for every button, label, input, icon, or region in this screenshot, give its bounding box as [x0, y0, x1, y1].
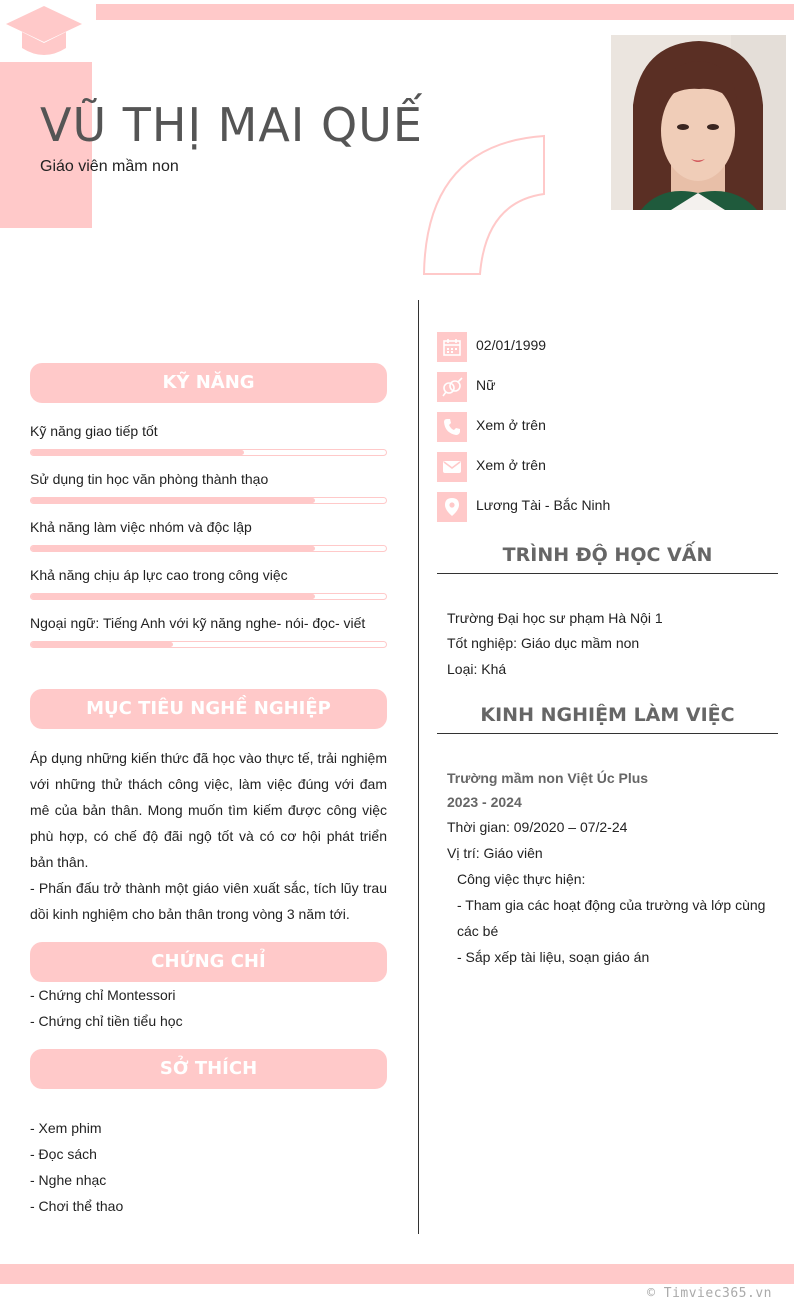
- skill-label: Kỹ năng giao tiếp tốt: [30, 423, 158, 439]
- skill-level-bar: [30, 449, 387, 456]
- birthday-value: 02/01/1999: [476, 337, 547, 353]
- gender-icon: [437, 372, 467, 402]
- phone-value: Xem ở trên: [476, 417, 546, 433]
- education-heading: TRÌNH ĐỘ HỌC VẤN: [502, 544, 713, 566]
- skill-level-bar: [30, 497, 387, 504]
- skill-level-fill: [31, 546, 315, 551]
- skill-label: Khả năng chịu áp lực cao trong công việc: [30, 567, 288, 583]
- experience-position: Vị trí: Giáo viên: [447, 845, 543, 861]
- education-school: Trường Đại học sư phạm Hà Nội 1: [447, 610, 663, 626]
- skill-level-bar: [30, 545, 387, 552]
- hobby-item: - Chơi thể thao: [30, 1198, 124, 1214]
- gender-value: Nữ: [476, 377, 496, 393]
- experience-duties-title: Công việc thực hiện:: [457, 871, 586, 887]
- experience-duty-cont: các bé: [457, 923, 499, 939]
- address-value: Lương Tài - Bắc Ninh: [476, 497, 611, 513]
- experience-rule: [437, 733, 778, 734]
- decorative-arc: [420, 132, 550, 280]
- skill-level-fill: [31, 594, 315, 599]
- experience-time: Thời gian: 09/2020 – 07/2-24: [447, 819, 628, 835]
- email-icon: [437, 452, 467, 482]
- candidate-name: VŨ THỊ MAI QUẾ: [40, 98, 423, 152]
- experience-heading: KINH NGHIỆM LÀM VIỆC: [480, 704, 735, 726]
- job-title: Giáo viên mầm non: [40, 158, 179, 175]
- graduation-cap-icon: [4, 4, 84, 62]
- location-icon: [437, 492, 467, 522]
- skill-level-fill: [31, 450, 244, 455]
- experience-company: Trường mầm non Việt Úc Plus: [447, 770, 649, 786]
- skill-level-fill: [31, 642, 173, 647]
- education-major: Tốt nghiệp: Giáo dục mầm non: [447, 635, 640, 651]
- hobby-item: - Xem phim: [30, 1120, 102, 1136]
- certificate-item: - Chứng chỉ Montessori: [30, 987, 176, 1003]
- education-grade: Loại: Khá: [447, 661, 507, 677]
- experience-duty: - Sắp xếp tài liệu, soạn giáo án: [457, 949, 650, 965]
- objective-goal: - Phấn đấu trở thành một giáo viên xuất sắc, tích lũy trau dồi kinh nghiệm cho bản thân trong vòng 3 năm tới.: [30, 880, 387, 922]
- skill-label: Ngoại ngữ: Tiếng Anh với kỹ năng nghe- nói- đọc- viết: [30, 615, 366, 631]
- skill-label: Khả năng làm việc nhóm và độc lập: [30, 519, 252, 535]
- hobby-item: - Nghe nhạc: [30, 1172, 107, 1188]
- phone-icon: [437, 412, 467, 442]
- certificates-heading: CHỨNG CHỈ: [30, 942, 387, 982]
- skills-heading: KỸ NĂNG: [30, 363, 387, 403]
- footer-copyright[interactable]: © Timviec365.vn: [647, 1286, 772, 1301]
- top-accent-bar: [96, 4, 794, 20]
- skill-level-fill: [31, 498, 315, 503]
- hobbies-heading: SỞ THÍCH: [30, 1049, 387, 1089]
- profile-photo: [611, 35, 786, 210]
- experience-duty: - Tham gia các hoạt động của trường và lớp cùng: [457, 897, 766, 913]
- skill-level-bar: [30, 641, 387, 648]
- objective-text: Áp dụng những kiến thức đã học vào thực tế, trải nghiệm với những thử thách công việc, làm việc đúng với đam mê của bản thân. Mong muốn tìm kiếm được công việc phù hợp, có chế độ đãi ngộ tốt và có cơ hội phát triển bản thân.: [30, 750, 387, 870]
- column-divider: [418, 300, 419, 1234]
- calendar-icon: [437, 332, 467, 362]
- hobby-item: - Đọc sách: [30, 1146, 97, 1162]
- bottom-accent-bar: [0, 1264, 794, 1284]
- email-value: Xem ở trên: [476, 457, 546, 473]
- skill-level-bar: [30, 593, 387, 600]
- education-rule: [437, 573, 778, 574]
- experience-years: 2023 - 2024: [447, 794, 522, 810]
- certificate-item: - Chứng chỉ tiền tiểu học: [30, 1013, 183, 1029]
- skill-label: Sử dụng tin học văn phòng thành thạo: [30, 471, 269, 487]
- objective-heading: MỤC TIÊU NGHỀ NGHIỆP: [30, 689, 387, 729]
